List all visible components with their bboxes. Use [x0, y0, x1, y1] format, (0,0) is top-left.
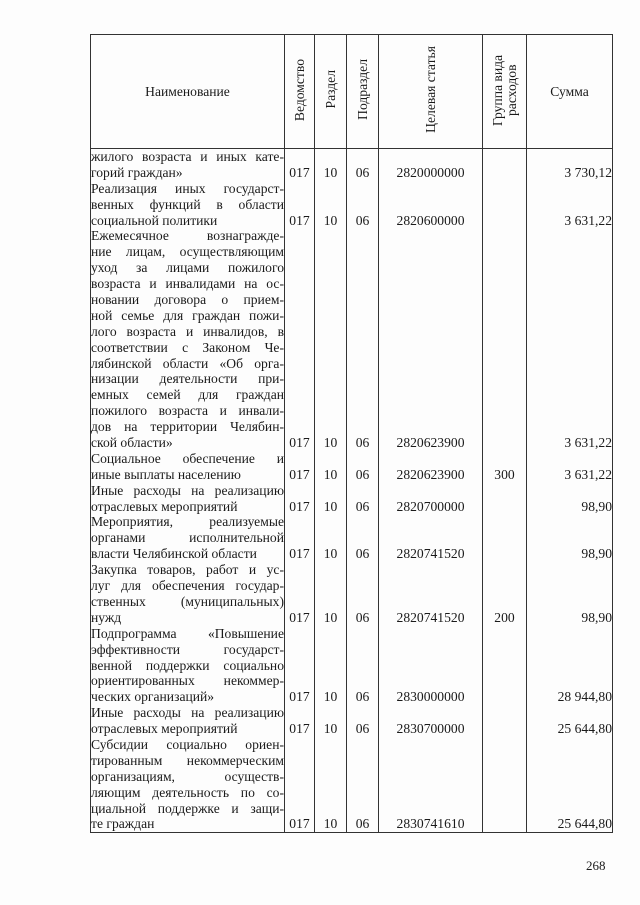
header-name: Наименование [91, 35, 285, 149]
row-group-cell [483, 705, 527, 737]
row-target-cell: 2820700000 [379, 483, 483, 515]
row-name-line: циальной поддержке и защи- [91, 800, 284, 816]
row-sum-cell: 3 631,22 [527, 228, 613, 450]
row-subsection-cell: 06 [347, 181, 379, 229]
row-name-cell [91, 483, 285, 515]
row-subsection-cell: 06 [347, 451, 379, 483]
row-name-line: отраслевых мероприятий [91, 721, 238, 737]
row-dept-cell: 017 [285, 562, 315, 626]
table-row [91, 149, 613, 181]
row-name-cell [91, 451, 285, 483]
row-name-cell [91, 514, 285, 562]
row-section-cell: 10 [315, 626, 347, 705]
row-name-line: горий граждан» [91, 164, 183, 180]
row-name-cell [91, 228, 285, 450]
row-name-line: дов на территории Челябин- [91, 419, 284, 435]
row-subsection-cell: 06 [347, 562, 379, 626]
row-name-line: ческих организаций» [91, 689, 215, 705]
row-name-line: соответствии с Законом Че- [91, 339, 284, 355]
header-sum: Сумма [527, 35, 613, 149]
row-name-line: венной поддержки социально [91, 657, 284, 673]
row-subsection-cell: 06 [347, 626, 379, 705]
row-name-line: организациям, осуществ- [91, 768, 284, 784]
row-section-cell: 10 [315, 483, 347, 515]
row-sum-cell: 98,90 [527, 562, 613, 626]
row-sum-cell: 28 944,80 [527, 626, 613, 705]
row-name-line: ской области» [91, 435, 173, 451]
table-row [91, 228, 613, 450]
row-name-line: власти Челябинской области [91, 546, 257, 562]
row-name-line: Социальное обеспечение и [91, 450, 284, 466]
row-dept-cell: 017 [285, 483, 315, 515]
row-subsection-cell: 06 [347, 705, 379, 737]
row-name-line: ственных (муниципальных) [91, 593, 284, 609]
row-name-cell [91, 149, 285, 181]
row-name-line: ляющим деятельность по со- [91, 784, 284, 800]
table-row [91, 705, 613, 737]
row-target-cell: 2820623900 [379, 228, 483, 450]
row-group-cell [483, 514, 527, 562]
row-dept-cell: 017 [285, 228, 315, 450]
row-name-line: Подпрограмма «Повышение [91, 625, 284, 641]
row-name-line: тированным некоммерческим [91, 752, 284, 768]
row-subsection-cell: 06 [347, 149, 379, 181]
row-name-line: Реализация иных государст- [91, 180, 284, 196]
row-name-line: Субсидии социально ориен- [91, 736, 284, 752]
row-name-cell [91, 705, 285, 737]
row-section-cell: 10 [315, 737, 347, 833]
row-name-line: жилого возраста и иных кате- [91, 149, 284, 164]
row-name-cell [91, 737, 285, 833]
row-target-cell: 2820000000 [379, 149, 483, 181]
row-section-cell: 10 [315, 451, 347, 483]
header-target: Целевая статья [379, 35, 483, 149]
row-name-cell [91, 626, 285, 705]
row-subsection-cell: 06 [347, 514, 379, 562]
row-name-line: Иные расходы на реализацию [91, 482, 284, 498]
page-number: 268 [586, 858, 606, 873]
table-row [91, 562, 613, 626]
row-name-line: Мероприятия, реализуемые [91, 514, 284, 530]
row-sum-cell: 98,90 [527, 483, 613, 515]
budget-table [90, 34, 613, 833]
row-name-line: эффективности государст- [91, 641, 284, 657]
row-sum-cell: 3 730,12 [527, 149, 613, 181]
row-group-cell [483, 483, 527, 515]
row-subsection-cell: 06 [347, 483, 379, 515]
row-group-cell [483, 181, 527, 229]
row-dept-cell: 017 [285, 514, 315, 562]
row-target-cell: 2820741520 [379, 562, 483, 626]
row-name-cell [91, 181, 285, 229]
row-section-cell: 10 [315, 705, 347, 737]
row-dept-cell: 017 [285, 705, 315, 737]
row-name-line: иные выплаты населению [91, 466, 241, 482]
row-name-line: органами исполнительной [91, 530, 284, 546]
row-target-cell: 2830741610 [379, 737, 483, 833]
row-dept-cell: 017 [285, 149, 315, 181]
row-group-cell [483, 626, 527, 705]
row-name-line: нужд [91, 609, 122, 625]
row-target-cell: 2820741520 [379, 514, 483, 562]
table-body [91, 149, 613, 833]
row-name-line: низации деятельности при- [91, 371, 284, 387]
row-name-line: пожилого возраста и инвали- [91, 403, 284, 419]
row-section-cell: 10 [315, 149, 347, 181]
table-row [91, 181, 613, 229]
header-dept: Ведомство [285, 35, 315, 149]
table-row [91, 451, 613, 483]
row-name-line: луг для обеспечения государ- [91, 578, 284, 594]
row-name-line: венных функций в области [91, 196, 284, 212]
row-name-line: ориентированных некоммер- [91, 673, 284, 689]
table-row [91, 737, 613, 833]
row-name-line: лябинской области «Об орга- [91, 355, 284, 371]
row-sum-cell: 3 631,22 [527, 181, 613, 229]
row-dept-cell: 017 [285, 737, 315, 833]
row-sum-cell: 25 644,80 [527, 705, 613, 737]
header-subsection: Подраздел [347, 35, 379, 149]
row-name-line: Иные расходы на реализацию [91, 705, 284, 721]
row-target-cell: 2820623900 [379, 451, 483, 483]
row-group-cell: 200 [483, 562, 527, 626]
table-row [91, 483, 613, 515]
row-target-cell: 2830000000 [379, 626, 483, 705]
row-section-cell: 10 [315, 181, 347, 229]
table-header-row [91, 35, 613, 149]
row-name-line: лого возраста и инвалидов, в [91, 323, 284, 339]
row-group-cell [483, 737, 527, 833]
row-name-line: ние лицам, осуществляющим [91, 244, 284, 260]
row-group-cell: 300 [483, 451, 527, 483]
row-section-cell: 10 [315, 228, 347, 450]
row-dept-cell: 017 [285, 451, 315, 483]
row-target-cell: 2830700000 [379, 705, 483, 737]
header-group: Группа вида расходов [483, 35, 527, 149]
row-group-cell [483, 228, 527, 450]
row-section-cell: 10 [315, 562, 347, 626]
row-sum-cell: 25 644,80 [527, 737, 613, 833]
row-name-cell [91, 562, 285, 626]
table-row [91, 514, 613, 562]
row-subsection-cell: 06 [347, 737, 379, 833]
row-section-cell: 10 [315, 514, 347, 562]
row-dept-cell: 017 [285, 626, 315, 705]
row-name-line: те граждан [91, 816, 155, 832]
table-row [91, 626, 613, 705]
row-name-line: уход за лицами пожилого [91, 260, 284, 276]
row-name-line: социальной политики [91, 212, 218, 228]
row-name-line: Закупка товаров, работ и ус- [91, 562, 284, 578]
row-sum-cell: 98,90 [527, 514, 613, 562]
row-target-cell: 2820600000 [379, 181, 483, 229]
row-name-line: отраслевых мероприятий [91, 498, 238, 514]
row-subsection-cell: 06 [347, 228, 379, 450]
row-name-line: возраста и инвалидами на ос- [91, 276, 284, 292]
row-name-line: емных семей для граждан [91, 387, 284, 403]
row-dept-cell: 017 [285, 181, 315, 229]
header-section: Раздел [315, 35, 347, 149]
row-name-line: новании договора о прием- [91, 292, 284, 308]
row-name-line: ной семье для граждан пожи- [91, 307, 284, 323]
row-name-line: Ежемесячное вознагражде- [91, 228, 284, 244]
row-sum-cell: 3 631,22 [527, 451, 613, 483]
row-group-cell [483, 149, 527, 181]
